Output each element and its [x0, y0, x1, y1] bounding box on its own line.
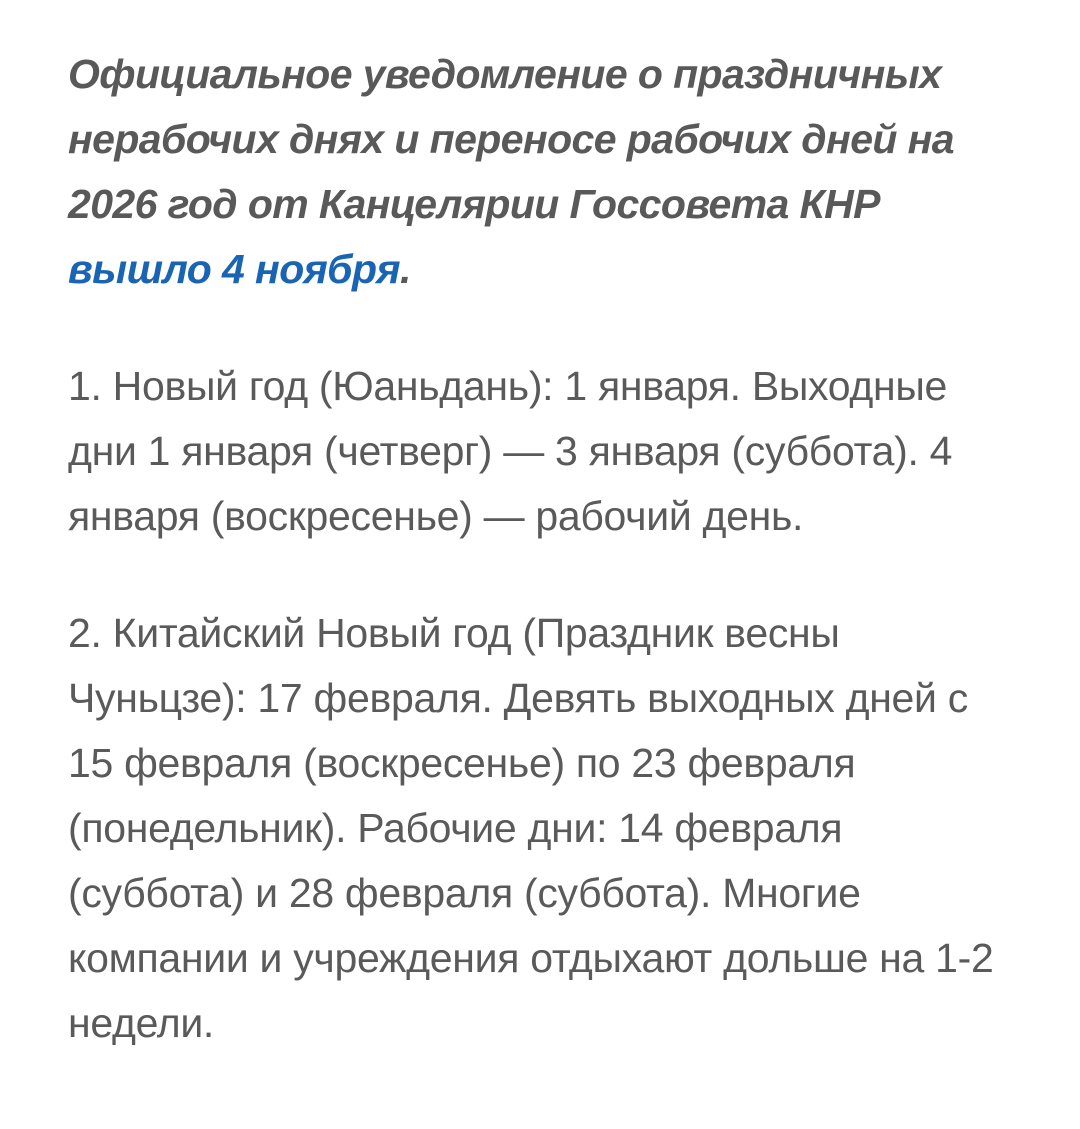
intro-trailing-period: . — [399, 246, 411, 292]
announcement-date-link[interactable]: вышло 4 ноября — [68, 246, 400, 292]
intro-text: Официальное уведомление о праздничных нерабочих днях и переносе рабочих дней на 2026 год от Канцелярии Госсовета КНР — [68, 51, 955, 227]
holiday-item-spring-festival: 2. Китайский Новый год (Праздник весны Чуньцзе): 17 февраля. Девять выходных дней с 15 февраля (воскресенье) по 23 февраля (понедельник). Рабочие дни: 14 февраля (суббота) и 28 февраля (суббота). Многие компании и учреждения отдыхают дольше на 1-2 недели. — [68, 610, 994, 1046]
article-body — [68, 42, 1008, 1056]
holiday-item-new-year: 1. Новый год (Юаньдань): 1 января. Выходные дни 1 января (четверг) — 3 января (суббота). 4 января (воскресенье) — рабочий день. — [68, 363, 953, 539]
intro-paragraph — [68, 42, 1008, 302]
